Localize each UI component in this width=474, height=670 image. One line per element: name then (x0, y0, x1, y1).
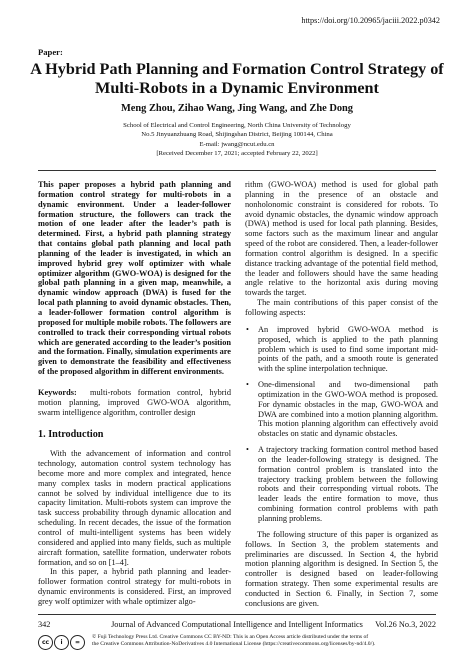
keywords-label: Keywords: (38, 387, 77, 397)
right-column (245, 180, 438, 609)
left-column (38, 180, 231, 607)
bullet-icon: • (246, 380, 249, 390)
footer-rule (38, 614, 436, 615)
paper-type-label: Paper: (38, 47, 63, 57)
body-paragraph: The following structure of this paper is organized as follows. In Section 3, the problem statements and preliminaries are discussed. In Section 4, the hybrid motion planning algorithm is designed. In Section 5, the controller is designed based on leader-following formation strategy. Then some experimental results are conducted in Section 6. Finally, in Section 7, some conclusions are given. (245, 529, 438, 608)
affiliation-block (30, 121, 444, 158)
page-number: 342 (38, 620, 51, 629)
bullet-icon: • (246, 445, 249, 455)
keywords-text: multi-robots formation control, hybrid motion planning, improved GWO-WOA algorithm, swarm intelligence algorithm, controller design (38, 387, 231, 417)
body-paragraph: The main contributions of this paper consist of the following aspects: (245, 298, 438, 317)
keywords-block (38, 388, 231, 418)
abstract-text: This paper proposes a hybrid path planning and formation control strategy for multi-robots in a dynamic environment. Under a leader-follower formation structure, the followers can track the motion of one leader after the leader’s path is determined. First, a hybrid path planning strategy that contains global path planning and local path planning of the leader is investigated, in which an improved hybrid grey wolf optimizer with whale optimizer algorithm (GWO-WOA) is designed for the global path planning in a given map, meanwhile, a dynamic window approach (DWA) is fused for the local path planning to avoid dynamic obstacles. Then, a leader-follower formation control algorithm is proposed for multiple mobile robots. The followers are controlled to track their corresponding virtual robots which are generated according to the leader’s position and the formation. Finally, simulation experiments are given to demonstrate the feasibility and effectiveness of the proposed algorithm in different environments. (38, 180, 231, 377)
section-heading-introduction: 1. Introduction (38, 429, 104, 441)
author-list: Meng Zhou, Zihao Wang, Jing Wang, and Zhe Dong (120, 103, 354, 114)
journal-name: Journal of Advanced Computational Intelligence and Intelligent Informatics (111, 620, 363, 629)
no-derivatives-icon: = (70, 635, 85, 650)
attribution-icon: i (54, 635, 69, 650)
list-item: • A trajectory tracking formation control method based on the leader-following strategy is designed. The formation control problem is translated into the trajectory tracking problem between the following robots and their corresponding virtual robots. The leader leads the entire formation to move, thus combining formation control problems with path planning problems. (246, 445, 438, 523)
contribution-list (245, 325, 438, 524)
affiliation-line: School of Electrical and Control Engineering, North China University of Technology (123, 122, 351, 129)
list-item: • An improved hybrid GWO-WOA method is proposed, which is applied to the path planning problem which is used to find some important mid-points of the path, and a smooth route is generated with the spline interpolation technique. (246, 324, 438, 374)
body-paragraph: rithm (GWO-WOA) method is used for global path planning in the presence of an obstacle and nonholonomic constraint is considered for robots. To avoid dynamic obstacles, the dynamic window approach (DWA) method is used for local path planning. Besides, some factors such as the maximum linear and angular speed of the robot are considered. Then, a leader-follower formation control algorithm is designed. In a specific distance tracking advantage of the potential field method, the leader and followers should have the same heading angle relative to the horizontal axis during moving towards the target. (245, 180, 438, 298)
bullet-icon: • (246, 324, 249, 334)
list-item: • One-dimensional and two-dimensional path optimization in the GWO-WOA method is proposed. For dynamic obstacles in the map, GWO-WOA and DWA are combined into a motion planning algorithm. This motion planning algorithm can effectively avoid obstacles on static and dynamic obstacles. (246, 380, 438, 439)
doi-link[interactable]: https://doi.org/10.20965/jaciii.2022.p0342 (301, 16, 440, 25)
affiliation-line: No.5 Jinyuanzhuang Road, Shijingshan District, Beijing 100144, China (141, 131, 333, 139)
received-date-line: [Received December 17, 2021; accepted February 22, 2022] (156, 149, 318, 157)
title-line: A Hybrid Path Planning and Formation Control Strategy of (30, 60, 444, 78)
paper-title (30, 60, 444, 98)
cc-icon: cc (38, 635, 53, 650)
header-rule (38, 170, 436, 171)
email-line[interactable]: E-mail: jwang@ncut.edu.cn (199, 140, 275, 148)
cc-license-badge[interactable] (38, 635, 85, 650)
intro-paragraph: In this paper, a hybrid path planning and leader-follower formation control strategy for multi-robots in dynamic environments is considered. First, an improved grey wolf optimizer with whale optimizer algo- (38, 567, 231, 606)
license-text: © Fuji Technology Press Ltd. Creative Commons CC BY-ND: This is an Open Access article distributed under the terms of the Creative Commons Attribution-NoDerivatives 4.0 International License (https://creativecommons.org/licenses/by-nd/4.0/). (92, 634, 376, 647)
title-line: Multi-Robots in a Dynamic Environment (95, 79, 379, 97)
volume-info: Vol.26 No.3, 2022 (375, 620, 436, 629)
intro-paragraph: With the advancement of information and control technology, automation control system technology has become more and more complex and integrated, hence many complex tasks in modern practical applications cannot be solved by individual intelligence due to its capacity limitation. Multi-robots system can improve the task success probability through dynamic allocation and scheduling. In recent decades, the issue of the formation control of multi-intelligent systems has been widely considered and applied into many fields, such as multiple aircraft formation, satellite formation, underwater robots formation, and so on [1–4]. (38, 449, 231, 567)
